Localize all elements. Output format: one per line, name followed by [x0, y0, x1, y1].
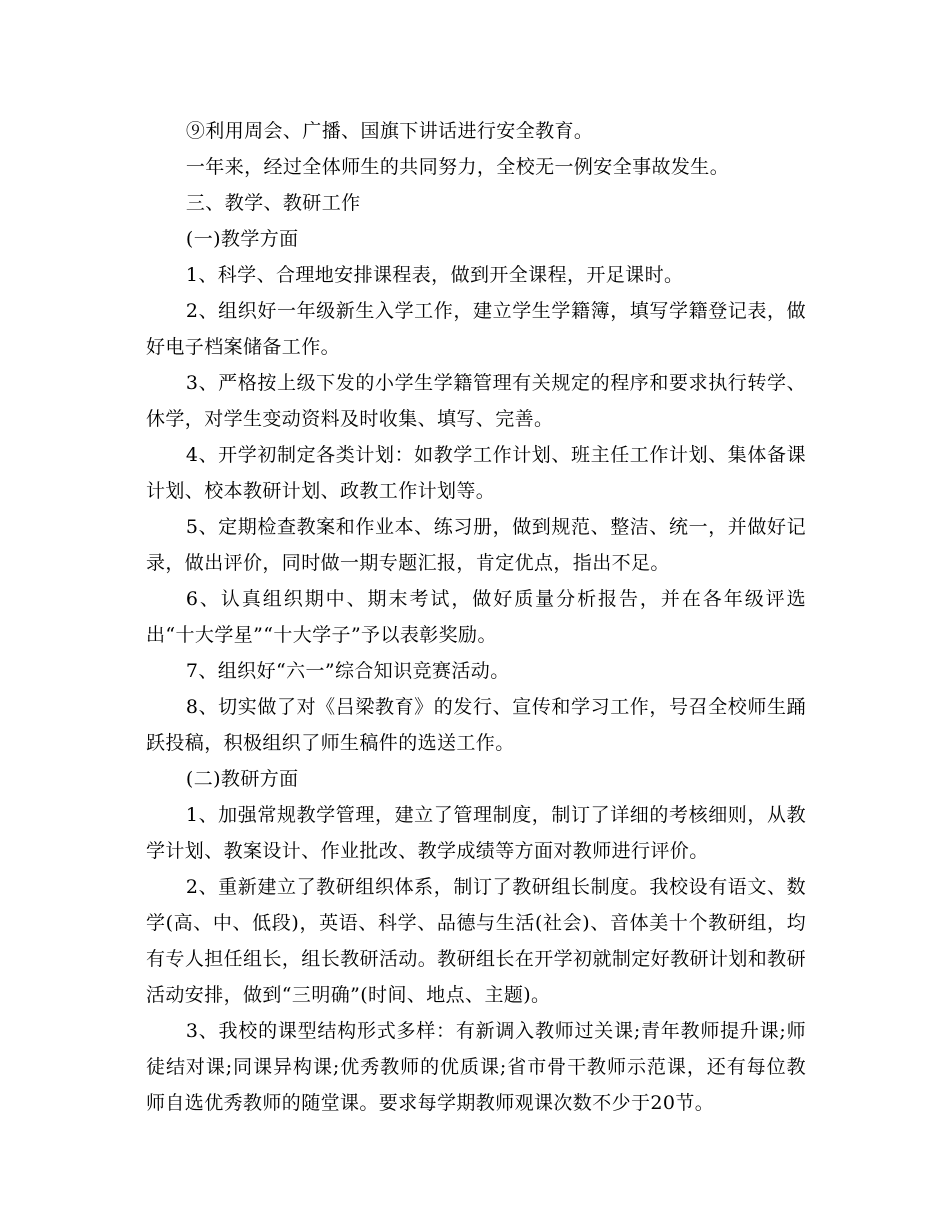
- paragraph-teaching-7: 7、组织好“六一”综合知识竞赛活动。: [185, 660, 510, 682]
- paragraph-teaching-4: 4、开学初制定各类计划：如教学工作计划、班主任工作计划、集体备课计划、校本教研计划、政教工作计划等。: [146, 444, 806, 502]
- subheading-research: (二)教研方面: [185, 768, 299, 790]
- paragraph-teaching-2: 2、组织好一年级新生入学工作，建立学生学籍簿，填写学籍登记表，做好电子档案储备工作。: [146, 300, 806, 358]
- paragraph-teaching-5: 5、定期检查教案和作业本、练习册，做到规范、整洁、统一，并做好记录，做出评价，同时做一期专题汇报，肯定优点，指出不足。: [146, 516, 806, 574]
- paragraph-teaching-6: 6、认真组织期中、期末考试，做好质量分析报告，并在各年级评选出“十大学星”“十大学子”予以表彰奖励。: [146, 588, 806, 646]
- paragraph-teaching-3: 3、严格按上级下发的小学生学籍管理有关规定的程序和要求执行转学、休学，对学生变动资料及时收集、填写、完善。: [146, 372, 806, 430]
- paragraph-safety-education: ⑨利用周会、广播、国旗下讲话进行安全教育。: [185, 120, 594, 142]
- paragraph-research-2: 2、重新建立了教研组织体系，制订了教研组长制度。我校设有语文、数学(高、中、低段)，英语、科学、品德与生活(社会)、音体美十个教研组，均有专人担任组长，组长教研活动。教研组长在开学初就制定好教研计划和教研活动安排，做到“三明确”(时间、地点、主题)。: [146, 876, 806, 1006]
- paragraph-teaching-1: 1、科学、合理地安排课程表，做到开全课程，开足课时。: [185, 264, 684, 286]
- paragraph-teaching-8: 8、切实做了对《吕梁教育》的发行、宣传和学习工作，号召全校师生踊跃投稿，积极组织了师生稿件的选送工作。: [146, 696, 806, 754]
- section-heading-teaching-research: 三、教学、教研工作: [185, 192, 361, 214]
- subheading-teaching: (一)教学方面: [185, 228, 299, 250]
- document-body: [146, 113, 806, 1121]
- paragraph-research-1: 1、加强常规教学管理，建立了管理制度，制订了详细的考核细则，从教学计划、教案设计、作业批改、教学成绩等方面对教师进行评价。: [146, 804, 806, 862]
- paragraph-safety-summary: 一年来，经过全体师生的共同努力，全校无一例安全事故发生。: [185, 156, 730, 178]
- paragraph-research-3: 3、我校的课型结构形式多样：有新调入教师过关课;青年教师提升课;师徒结对课;同课异构课;优秀教师的优质课;省市骨干教师示范课，还有每位教师自选优秀教师的随堂课。要求每学期教师观课次数不少于20节。: [146, 1020, 806, 1114]
